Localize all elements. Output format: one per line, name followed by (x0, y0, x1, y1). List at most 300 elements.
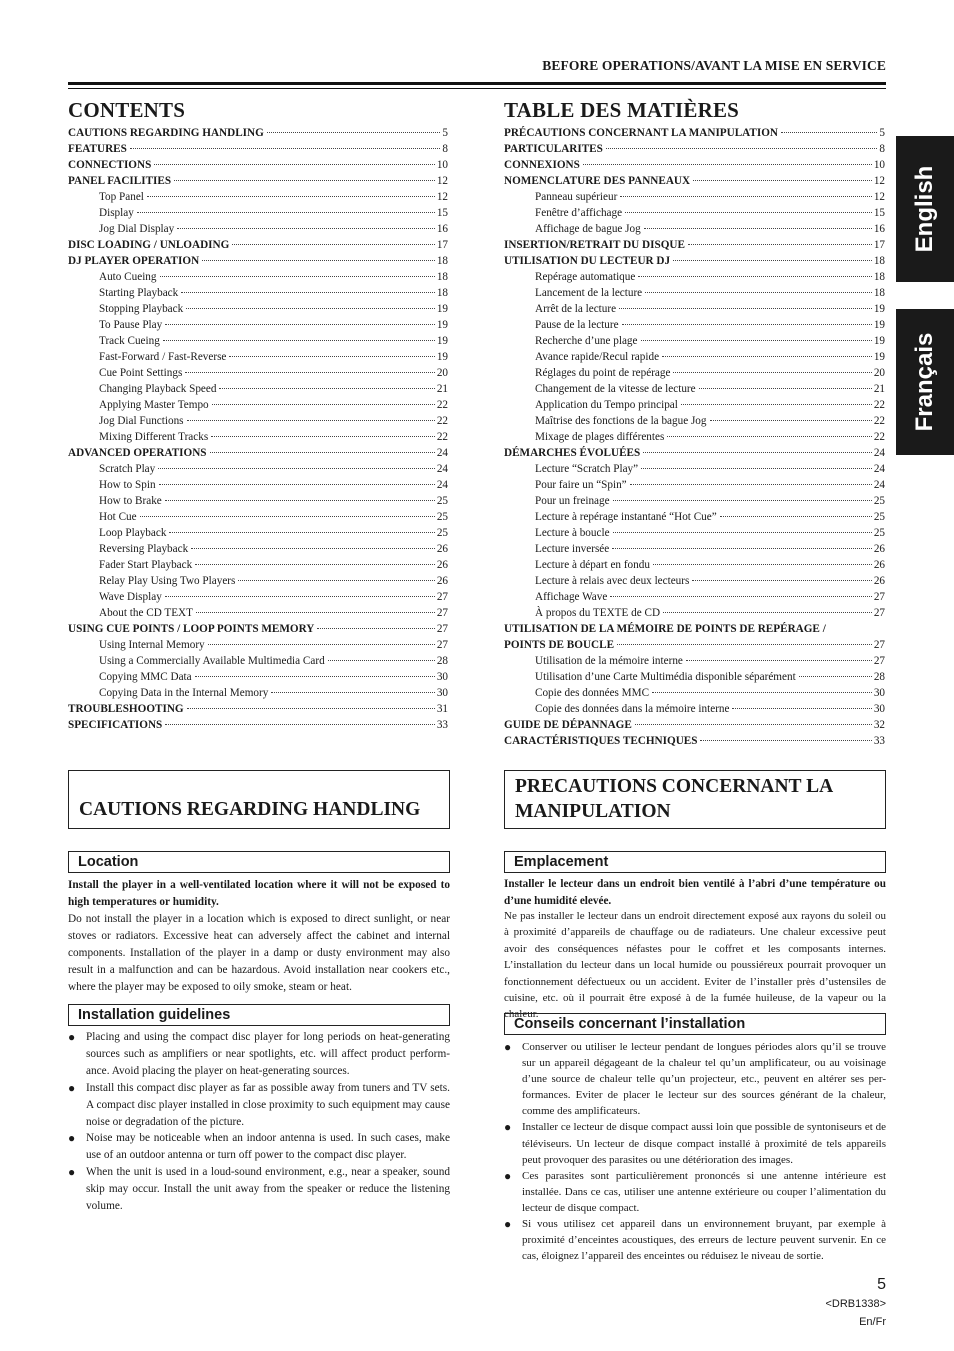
toc-entry-label: DÉMARCHES ÉVOLUÉES (504, 447, 641, 459)
toc-dot-leader (606, 148, 878, 149)
toc-dot-leader (652, 692, 872, 693)
toc-entry[interactable] (504, 509, 885, 525)
toc-entry-page: 30 (436, 671, 448, 683)
toc-entry-label: Arrêt de la lecture (535, 303, 617, 315)
toc-entry-label: Avance rapide/Recul rapide (535, 351, 660, 363)
toc-entry[interactable] (68, 349, 448, 365)
doc-code: <DRB1338> (825, 1298, 886, 1310)
toc-entry-page: 30 (873, 687, 885, 699)
toc-entry[interactable] (504, 317, 885, 333)
toc-entry[interactable] (68, 429, 448, 445)
toc-entry-page: 18 (873, 287, 885, 299)
toc-dot-leader (238, 580, 434, 581)
toc-dot-leader (165, 596, 435, 597)
toc-entry-label: UTILISATION DE LA MÉMOIRE DE POINTS DE REPÉRAGE / (504, 623, 826, 635)
toc-entry-page: 19 (873, 303, 885, 315)
toc-entry[interactable] (504, 461, 885, 477)
location-heading-en: Location (78, 854, 139, 870)
toc-entry[interactable] (68, 301, 448, 317)
toc-entry-label: NOMENCLATURE DES PANNEAUX (504, 175, 691, 187)
toc-entry[interactable] (504, 221, 885, 237)
tab-english[interactable] (896, 136, 954, 282)
toc-entry-page: 19 (873, 335, 885, 347)
toc-entry[interactable] (68, 381, 448, 397)
toc-dot-leader (612, 548, 872, 549)
toc-entry[interactable] (68, 173, 448, 189)
toc-dot-leader (158, 468, 435, 469)
toc-entry-page: 27 (436, 591, 448, 603)
toc-dot-leader (630, 484, 872, 485)
toc-entry-page: 22 (436, 399, 448, 411)
toc-dot-leader (700, 740, 871, 741)
bullet-item (504, 1039, 886, 1119)
toc-entry-label: Pour un freinage (535, 495, 610, 507)
toc-entry-page: 26 (873, 559, 885, 571)
toc-entry-page: 5 (442, 127, 448, 139)
toc-dot-leader (617, 644, 872, 645)
toc-entry-page: 27 (436, 639, 448, 651)
toc-entry-label: Changement de la vitesse de lecture (535, 383, 696, 395)
toc-entry[interactable] (68, 253, 448, 269)
toc-dot-leader (799, 676, 872, 677)
bullet-dot-icon: ● (68, 1030, 76, 1044)
bullet-item (504, 1168, 886, 1216)
toc-entry-label: Fenêtre d’affichage (535, 207, 623, 219)
toc-dot-leader (186, 308, 435, 309)
section-title-box-en (68, 770, 450, 829)
toc-entry-page: 22 (873, 431, 885, 443)
toc-entry-label: Copie des données dans la mémoire interne (535, 703, 730, 715)
toc-dot-leader (645, 292, 872, 293)
toc-entry-label: Lecture à repérage instantané “Hot Cue” (535, 511, 717, 523)
toc-entry-label: Auto Cueing (99, 271, 157, 283)
toc-entry-label: CAUTIONS REGARDING HANDLING (68, 127, 264, 139)
toc-entry-label: Loop Playback (99, 527, 167, 539)
toc-dot-leader (732, 708, 871, 709)
toc-dot-leader (208, 644, 435, 645)
toc-dot-leader (625, 212, 872, 213)
toc-entry[interactable] (68, 237, 448, 253)
toc-entry-label: GUIDE DE DÉPANNAGE (504, 719, 632, 731)
toc-entry-page: 12 (873, 175, 885, 187)
toc-entry[interactable] (504, 669, 885, 685)
toc-entry[interactable] (504, 365, 885, 381)
toc-entry-page: 32 (873, 719, 885, 731)
toc-dot-leader (210, 452, 435, 453)
toc-dot-leader (317, 628, 434, 629)
toc-dot-leader (681, 404, 872, 405)
toc-entry-page: 22 (436, 431, 448, 443)
toc-entry-page: 31 (436, 703, 448, 715)
toc-entry[interactable] (68, 397, 448, 413)
toc-entry-page: 24 (436, 447, 448, 459)
toc-entry-page: 22 (436, 415, 448, 427)
toc-dot-leader (185, 372, 435, 373)
bullet-dot-icon: ● (68, 1165, 76, 1180)
toc-entry-page: 27 (873, 639, 885, 651)
toc-dot-leader (159, 484, 435, 485)
toc-entry-page: 33 (873, 735, 885, 747)
toc-dot-leader (195, 676, 435, 677)
toc-entry-label: PRÉCAUTIONS CONCERNANT LA MANIPULATION (504, 127, 779, 139)
section-title-fr-line1: PRECAUTIONS CONCERNANT LA (515, 776, 834, 797)
toc-entry[interactable] (504, 557, 885, 573)
toc-entry-page: 22 (873, 415, 885, 427)
toc-entry-page: 19 (436, 303, 448, 315)
toc-entry[interactable] (68, 333, 448, 349)
toc-entry[interactable] (68, 589, 448, 605)
toc-dot-leader (130, 148, 441, 149)
install-heading-box-en (68, 1004, 450, 1026)
toc-entry-page: 26 (873, 575, 885, 587)
toc-entry[interactable] (68, 461, 448, 477)
toc-entry[interactable] (504, 477, 885, 493)
toc-entry-page: 17 (436, 239, 448, 251)
toc-entry[interactable] (68, 445, 448, 461)
toc-entry-label: POINTS DE BOUCLE (504, 639, 615, 651)
toc-entry-label: DISC LOADING / UNLOADING (68, 239, 230, 251)
toc-entry-label: Fast-Forward / Fast-Reverse (99, 351, 227, 363)
toc-entry-label: À propos du TEXTE de CD (535, 607, 661, 619)
toc-entry[interactable] (504, 157, 885, 173)
toc-entry[interactable] (68, 541, 448, 557)
toc-entry[interactable] (504, 301, 885, 317)
toc-dot-leader (187, 420, 435, 421)
toc-entry-label: ADVANCED OPERATIONS (68, 447, 207, 459)
toc-entry-page: 25 (436, 511, 448, 523)
toc-entry-label: Recherche d’une plage (535, 335, 638, 347)
toc-entry[interactable] (504, 413, 885, 429)
toc-entry-page: 20 (873, 367, 885, 379)
toc-entry-label: CARACTÉRISTIQUES TECHNIQUES (504, 735, 698, 747)
toc-entry-page: 15 (436, 207, 448, 219)
toc-entry[interactable] (68, 525, 448, 541)
toc-entry[interactable] (68, 189, 448, 205)
toc-entry-label: USING CUE POINTS / LOOP POINTS MEMORY (68, 623, 315, 635)
toc-entry[interactable] (504, 429, 885, 445)
bullet-item (504, 1216, 886, 1264)
toc-entry-page: 16 (873, 223, 885, 235)
toc-dot-leader (673, 372, 871, 373)
toc-entry-label: Utilisation d’une Carte Multimédia disponible séparément (535, 671, 796, 683)
toc-dot-leader (229, 356, 434, 357)
toc-entry-label: Jog Dial Functions (99, 415, 184, 427)
toc-dot-leader (622, 324, 872, 325)
bullet-text: Conserver ou utiliser le lecteur pendant de longues périodes alors qu’il se trouve sur un appareil dégageant de la chaleur tel qu’un amplificateur, ou au voisinage d’une source de chaleur telle qu’un projecteur, etc., peuvent en altérer ses per-formances. Eviter de placer le lecteur sur des sources générant de la chaleur, comme des amplificateurs. (522, 1041, 886, 1118)
toc-entry-label: Wave Display (99, 591, 162, 603)
toc-entry[interactable] (504, 637, 885, 653)
bullet-text: Si vous utilisez cet appareil dans un environnement bruyant, par exemple à proximité d’enceintes acoustiques, des erreurs de lecture peuvent survenir. En ce cas, éloignez l’appareil des enceintes ou réduisez le niveau de sortie. (522, 1218, 886, 1263)
toc-entry[interactable] (68, 605, 448, 621)
toc-entry[interactable] (68, 125, 448, 141)
bullet-item (68, 1164, 450, 1215)
toc-entry[interactable] (504, 525, 885, 541)
toc-dot-leader (181, 292, 435, 293)
running-header: BEFORE OPERATIONS/AVANT LA MISE EN SERVICE (542, 58, 886, 73)
toc-entry[interactable] (504, 653, 885, 669)
toc-entry-label: Stopping Playback (99, 303, 184, 315)
toc-entry-label: Affichage Wave (535, 591, 608, 603)
location-heading-box-en (68, 851, 450, 873)
toc-dot-leader (663, 612, 872, 613)
toc-entry-label: Repérage automatique (535, 271, 636, 283)
toc-entry-label: Track Cueing (99, 335, 160, 347)
toc-dot-leader (165, 500, 435, 501)
toc-dot-leader (620, 196, 871, 197)
toc-entry-page: 10 (873, 159, 885, 171)
toc-entry[interactable] (504, 733, 885, 749)
install-bullets-fr (504, 1039, 886, 1264)
location-bold-fr: Installer le lecteur dans un endroit bien ventilé à l’abri d’une température ou d’une humidité elevée. (504, 878, 886, 907)
toc-entry[interactable] (68, 653, 448, 669)
toc-entry-label: Relay Play Using Two Players (99, 575, 236, 587)
toc-entry[interactable] (68, 205, 448, 221)
bullet-dot-icon: ● (504, 1040, 512, 1054)
header-rule-thick (68, 82, 886, 85)
toc-entry[interactable] (504, 253, 885, 269)
toc-entry[interactable] (68, 493, 448, 509)
toc-entry-page: 26 (873, 543, 885, 555)
toc-entry-page: 28 (873, 671, 885, 683)
toc-entry[interactable] (504, 445, 885, 461)
toc-entry[interactable] (68, 413, 448, 429)
toc-entry[interactable] (504, 573, 885, 589)
toc-entry-label: FEATURES (68, 143, 127, 155)
toc-dot-leader (619, 308, 872, 309)
bullet-text: Ces parasites sont particulièrement prononcés si une antenne intérieure est installée. Dans ce cas, utiliser une antenne extérieure ou couper l’alimentation du lecteur de disque compact. (522, 1169, 886, 1214)
language-code: En/Fr (859, 1316, 886, 1328)
toc-entry-label: Display (99, 207, 134, 219)
toc-entry-label: Copying Data in the Internal Memory (99, 687, 269, 699)
toc-entry[interactable] (504, 269, 885, 285)
toc-entry-page: 26 (436, 575, 448, 587)
toc-entry[interactable] (68, 477, 448, 493)
toc-entry[interactable] (504, 685, 885, 701)
toc-entry[interactable] (504, 397, 885, 413)
toc-entry[interactable] (504, 589, 885, 605)
toc-entry-page: 25 (873, 511, 885, 523)
toc-dot-leader (187, 708, 435, 709)
toc-entry[interactable] (68, 701, 448, 717)
toc-dot-leader (613, 500, 872, 501)
install-heading-box-fr (504, 1013, 886, 1035)
contents-list-fr (504, 125, 885, 749)
toc-entry-label: Pour faire un “Spin” (535, 479, 627, 491)
toc-dot-leader (211, 436, 435, 437)
toc-entry-page: 24 (873, 463, 885, 475)
toc-entry-page: 30 (436, 687, 448, 699)
toc-entry-page: 27 (873, 591, 885, 603)
toc-dot-leader (163, 340, 435, 341)
toc-entry-page: 19 (436, 351, 448, 363)
toc-entry-label: How to Brake (99, 495, 162, 507)
toc-entry[interactable] (504, 125, 885, 141)
toc-entry-label: CONNECTIONS (68, 159, 152, 171)
toc-dot-leader (688, 244, 872, 245)
toc-entry[interactable] (504, 381, 885, 397)
toc-entry[interactable] (504, 237, 885, 253)
toc-dot-leader (710, 420, 872, 421)
install-heading-fr: Conseils concernant l’installation (514, 1016, 746, 1032)
toc-entry-label: Lancement de la lecture (535, 287, 643, 299)
toc-dot-leader (638, 276, 871, 277)
toc-entry[interactable] (68, 621, 448, 637)
toc-entry-page: 24 (873, 447, 885, 459)
toc-entry[interactable] (68, 285, 448, 301)
toc-entry[interactable] (68, 365, 448, 381)
toc-dot-leader (610, 596, 872, 597)
toc-entry[interactable] (504, 141, 885, 157)
toc-dot-leader (267, 132, 441, 133)
location-text-en: Do not install the player in a location which is exposed to direct sunlight, or near stoves or radiators. Excessive heat can adversely affect the cabinet and internal components. Installation of the player in a damp or dusty environment may also result in a malfunction and can be hazardous. Avoid installation near cookers etc., where the player may be exposed to oily smoke, steam or heat. (68, 913, 450, 993)
bullet-text: Noise may be noticeable when an indoor antenna is used. In such cases, make use of an outdoor antenna or turn off power to the compact disc player. (86, 1132, 450, 1162)
toc-entry-page: 25 (436, 527, 448, 539)
toc-entry[interactable] (68, 157, 448, 173)
toc-entry-page: 24 (873, 479, 885, 491)
toc-dot-leader (271, 692, 434, 693)
toc-entry[interactable] (504, 205, 885, 221)
toc-dot-leader (177, 228, 435, 229)
section-title-en: CAUTIONS REGARDING HANDLING (79, 799, 421, 820)
location-text-fr: Ne pas installer le lecteur dans un endroit directement exposé aux rayons du soleil ou à proximité d’appareils de chauffage ou de radiateurs. Une chaleur excessive peut avoir des conséquences néfastes pour le coffret et les composants internes. L’installation du lecteur dans un local humide ou poussiéreux pourrait provoquer un fonctionnement défectueux ou un accident. Eviter de l’installer près d’ustensiles de cuisine, etc. où il pourrait être exposé à de la fumée huileuse, de la vapeur ou la chaleur. (504, 910, 886, 1021)
toc-entry[interactable] (504, 285, 885, 301)
toc-entry-page: 12 (436, 175, 448, 187)
toc-entry-label: Cue Point Settings (99, 367, 183, 379)
toc-entry[interactable] (68, 637, 448, 653)
toc-entry[interactable] (68, 573, 448, 589)
tab-english-label: English (911, 165, 938, 253)
toc-entry-page: 19 (436, 335, 448, 347)
toc-entry-page: 17 (873, 239, 885, 251)
toc-entry[interactable] (504, 541, 885, 557)
toc-entry-label: Top Panel (99, 191, 144, 203)
toc-entry-page: 18 (873, 271, 885, 283)
toc-entry-label: Lecture à départ en fondu (535, 559, 650, 571)
toc-dot-leader (219, 388, 434, 389)
header-rule-thin (68, 88, 886, 89)
toc-dot-leader (165, 324, 435, 325)
toc-entry[interactable] (504, 189, 885, 205)
toc-entry-label: Copying MMC Data (99, 671, 192, 683)
toc-dot-leader (202, 260, 435, 261)
page-number: 5 (877, 1276, 886, 1293)
toc-dot-leader (191, 548, 435, 549)
contents-title-en: CONTENTS (68, 98, 186, 122)
toc-entry-label: INSERTION/RETRAIT DU DISQUE (504, 239, 685, 251)
toc-dot-leader (195, 564, 435, 565)
toc-entry[interactable] (504, 605, 885, 621)
toc-entry-label: Lecture inversée (535, 543, 610, 555)
toc-dot-leader (583, 164, 872, 165)
toc-entry-label: Using a Commercially Available Multimedia Card (99, 655, 325, 667)
tab-francais-label: Français (911, 332, 938, 432)
toc-entry-page: 12 (873, 191, 885, 203)
location-heading-box-fr (504, 851, 886, 873)
bullet-item (68, 1130, 450, 1164)
toc-entry[interactable] (504, 701, 885, 717)
toc-dot-leader (174, 180, 435, 181)
toc-entry[interactable] (504, 493, 885, 509)
toc-entry[interactable] (504, 333, 885, 349)
toc-entry-label: PARTICULARITES (504, 143, 603, 155)
toc-dot-leader (686, 660, 872, 661)
section-title-box-fr (504, 770, 886, 829)
toc-entry-label: Lecture à boucle (535, 527, 610, 539)
toc-entry[interactable] (68, 717, 448, 733)
toc-entry-page: 27 (436, 607, 448, 619)
toc-entry-page: 12 (436, 191, 448, 203)
toc-dot-leader (160, 276, 435, 277)
bullet-item (504, 1119, 886, 1167)
toc-entry[interactable] (68, 509, 448, 525)
tab-francais[interactable] (896, 309, 954, 455)
toc-dot-leader (720, 516, 872, 517)
toc-dot-leader (140, 516, 435, 517)
toc-dot-leader (137, 212, 435, 213)
toc-entry[interactable] (504, 717, 885, 733)
toc-dot-leader (147, 196, 435, 197)
toc-dot-leader (643, 452, 872, 453)
toc-entry[interactable] (504, 349, 885, 365)
toc-dot-leader (692, 580, 871, 581)
toc-dot-leader (196, 612, 435, 613)
toc-entry[interactable] (68, 685, 448, 701)
toc-entry-page: 8 (879, 143, 885, 155)
toc-entry-page: 5 (879, 127, 885, 139)
bullet-item (68, 1080, 450, 1131)
toc-entry-page: 16 (436, 223, 448, 235)
toc-entry[interactable] (68, 317, 448, 333)
toc-entry-page: 21 (873, 383, 885, 395)
toc-entry-page: 18 (436, 255, 448, 267)
toc-entry-page: 10 (436, 159, 448, 171)
toc-entry-label: Affichage de bague Jog (535, 223, 641, 235)
toc-entry-label: Starting Playback (99, 287, 179, 299)
toc-entry-label: SPECIFICATIONS (68, 719, 163, 731)
contents-title-fr: TABLE DES MATIÈRES (504, 98, 740, 122)
bullet-item (68, 1029, 450, 1080)
toc-dot-leader (693, 180, 872, 181)
toc-entry[interactable] (504, 621, 885, 637)
toc-entry[interactable] (68, 269, 448, 285)
toc-entry-page: 24 (436, 463, 448, 475)
toc-entry-page: 26 (436, 543, 448, 555)
toc-entry-label: Mixing Different Tracks (99, 431, 209, 443)
toc-dot-leader (667, 436, 871, 437)
toc-entry-label: Pause de la lecture (535, 319, 619, 331)
toc-entry-label: Jog Dial Display (99, 223, 175, 235)
toc-entry-page: 18 (436, 271, 448, 283)
toc-dot-leader (641, 340, 872, 341)
toc-entry-page: 25 (436, 495, 448, 507)
toc-entry-page: 33 (436, 719, 448, 731)
toc-dot-leader (699, 388, 872, 389)
toc-entry[interactable] (68, 669, 448, 685)
toc-entry-label: How to Spin (99, 479, 156, 491)
toc-entry[interactable] (504, 173, 885, 189)
toc-dot-leader (673, 260, 872, 261)
toc-entry[interactable] (68, 221, 448, 237)
toc-entry-label: Copie des données MMC (535, 687, 650, 699)
bullet-text: Install this compact disc player as far as possible away from tuners and TV sets. A compact disc player installed in close proximity to such equipment may cause noise or degradation of the picture. (86, 1081, 450, 1128)
toc-dot-leader (212, 404, 435, 405)
toc-entry[interactable] (68, 557, 448, 573)
toc-entry-label: Hot Cue (99, 511, 137, 523)
toc-entry-page: 22 (873, 399, 885, 411)
toc-dot-leader (635, 724, 872, 725)
toc-entry[interactable] (68, 141, 448, 157)
toc-entry-page: 25 (873, 495, 885, 507)
